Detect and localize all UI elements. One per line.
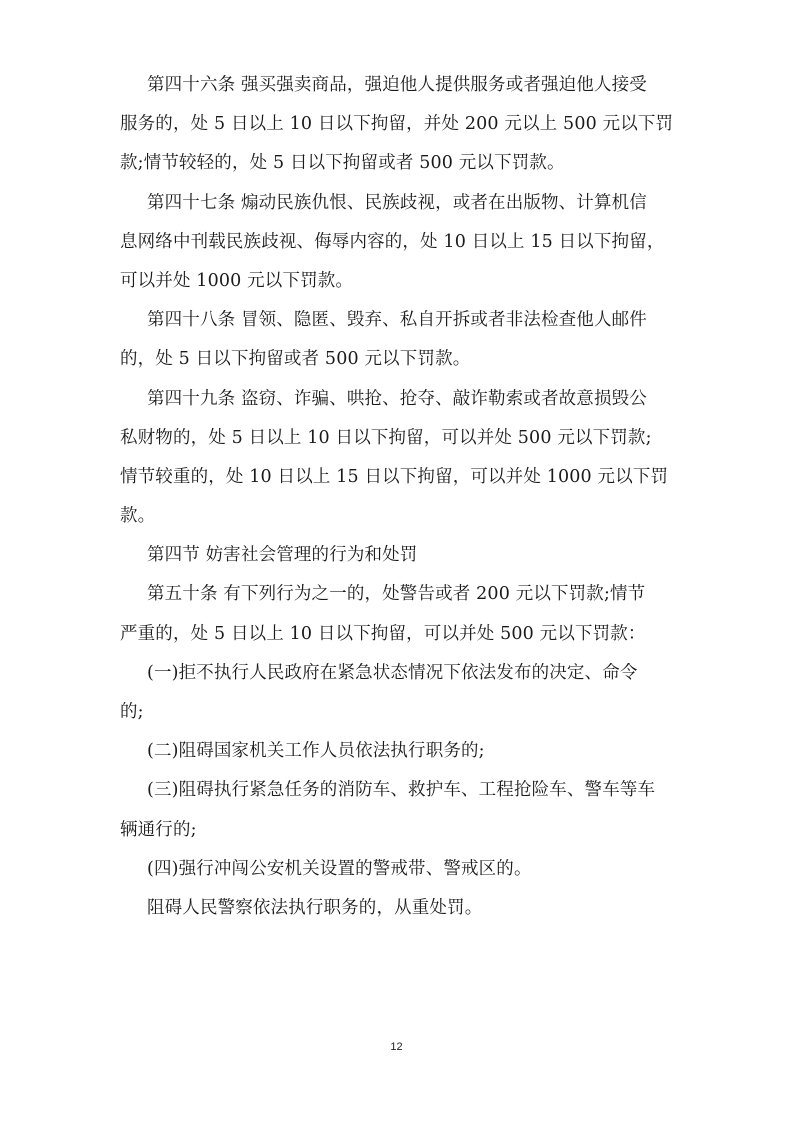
paragraph-first-line: 第四十七条 煽动民族仇恨、民族歧视，或者在出版物、计算机信 <box>147 192 647 213</box>
paragraph-continuation-line: 款。 <box>120 506 156 527</box>
paragraph-first-line: 第五十条 有下列行为之一的，处警告或者 200 元以下罚款;情节 <box>147 584 646 605</box>
paragraph-continuation-line: 可以并处 1000 元以下罚款。 <box>120 270 354 291</box>
paragraph-first-line: (一)拒不执行人民政府在紧急状态情况下依法发布的决定、命令 <box>147 662 638 683</box>
paragraph-continuation-line: 款;情节较轻的，处 5 日以下拘留或者 500 元以下罚款。 <box>120 153 565 174</box>
paragraph-first-line: 第四十九条 盗窃、诈骗、哄抢、抢夺、敲诈勒索或者故意损毁公 <box>147 388 647 409</box>
paragraph-first-line: 阻碍人民警察依法执行职务的，从重处罚。 <box>147 897 483 918</box>
paragraph-first-line: 第四十八条 冒领、隐匿、毁弃、私自开拆或者非法检查他人邮件 <box>147 310 647 331</box>
page-number: 12 <box>390 1041 403 1053</box>
paragraph-continuation-line: 的; <box>120 702 144 722</box>
paragraph-continuation-line: 辆通行的; <box>120 819 197 840</box>
paragraph-first-line: (三)阻碍执行紧急任务的消防车、救护车、工程抢险车、警车等车 <box>147 780 656 801</box>
paragraph-first-line: 第四十六条 强买强卖商品，强迫他人提供服务或者强迫他人接受 <box>147 75 647 95</box>
paragraph-first-line: (二)阻碍国家机关工作人员依法执行职务的; <box>147 741 485 762</box>
paragraph-continuation-line: 情节较重的，处 10 日以上 15 日以下拘留，可以并处 1000 元以下罚 <box>120 466 669 487</box>
document-body <box>120 66 676 928</box>
paragraph-continuation-line: 服务的，处 5 日以上 10 日以下拘留，并处 200 元以上 500 元以下罚 <box>120 114 674 135</box>
paragraph-first-line: (四)强行冲闯公安机关设置的警戒带、警戒区的。 <box>147 858 532 879</box>
paragraph-continuation-line: 的，处 5 日以下拘留或者 500 元以下罚款。 <box>120 349 471 370</box>
paragraph-continuation-line: 息网络中刊载民族歧视、侮辱内容的，处 10 日以上 15 日以下拘留， <box>120 231 665 252</box>
paragraph-first-line: 第四节 妨害社会管理的行为和处罚 <box>147 545 418 566</box>
paragraph-continuation-line: 严重的，处 5 日以上 10 日以下拘留，可以并处 500 元以下罚款： <box>120 623 646 644</box>
paragraph-continuation-line: 私财物的，处 5 日以上 10 日以下拘留，可以并处 500 元以下罚款; <box>120 427 652 448</box>
